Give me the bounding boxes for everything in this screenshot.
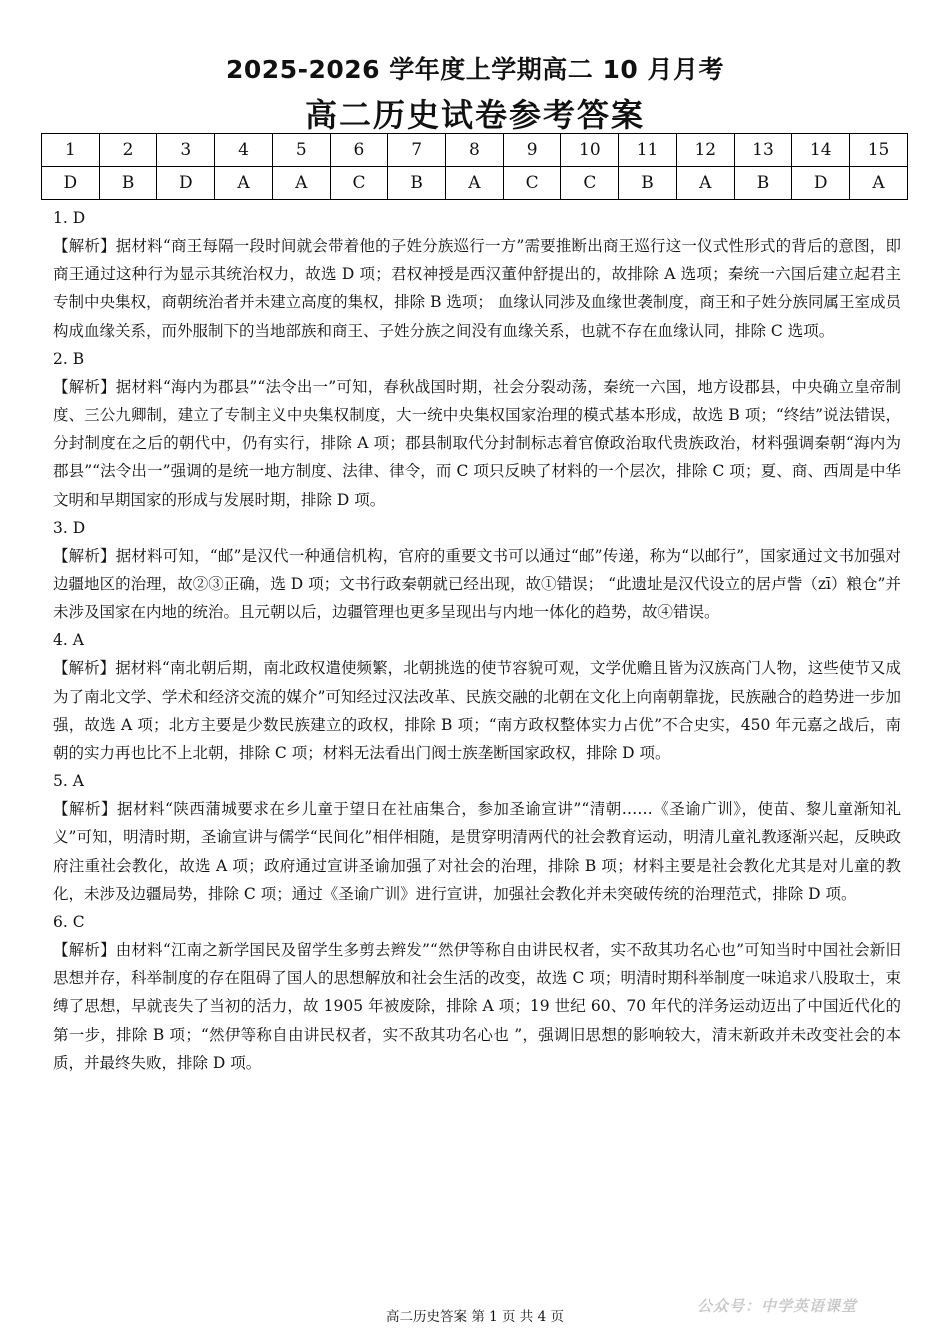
question-number-cell: 9: [503, 134, 561, 167]
question-number-cell: 3: [157, 134, 215, 167]
question-answer-label: 6. C: [53, 913, 85, 932]
explanation-text: 【解析】据材料“海内为郡县”“法令出一”可知，春秋战国时期，社会分裂动荡，秦统一六国，地方设郡县，中央确立皇帝制度、三公九卿制，建立了专制主义中央集权制度，大一统中央集权国家治理的模式基本形成，故选 B 项；“终结”说法错误，分封制度在之后的朝代中，仍有实行，排除 A 项；郡县制取代分封制标志着官僚政治取代贵族政治，材料强调秦朝“海内为郡县”“法令出一”强调的是统一地方制度、法律、律令，而 C 项只反映了材料的一个层次，排除 C 项；夏、商、西周是中华文明和早期国家的形成与发展时期，排除 D 项。: [53, 377, 901, 509]
answer-cell: C: [561, 167, 619, 200]
answer-cell: B: [99, 167, 157, 200]
watermark: 公众号：中学英语课堂: [697, 1297, 858, 1315]
answer-cell: A: [676, 167, 734, 200]
question-number-cell: 15: [850, 134, 908, 167]
explanation-text: 【解析】据材料“陕西蒲城要求在乡儿童于望日在社庙集合，参加圣谕宣讲”“清朝……《圣谕广训》，使苗、黎儿童渐知礼义”可知，明清时期，圣谕宣讲与儒学“民间化”相伴相随，是贯穿明清两代的社会教育运动，明清儿童礼教逐渐兴起，反映政府注重社会教化，故选 A 项；政府通过宣讲圣谕加强了对社会的治理，排除 B 项；材料主要是社会教化尤其是对儿童的教化，未涉及边疆局势，排除 C 项；通过《圣谕广训》进行宣讲，加强社会教化并未突破传统的治理范式，排除 D 项。: [53, 800, 901, 903]
explanation-text: 【解析】据材料可知，“邮”是汉代一种通信机构，官府的重要文书可以通过“邮”传递，称为“以邮行”，国家通过文书加强对边疆地区的治理，故②③正确，选 D 项；文书行政秦朝就已经出现，故①错误； “此遗址是汉代设立的居卢訾（zī）粮仓”并未涉及国家在内地的统治。且元朝以后，边疆管理也更多呈现出与内地一体化的趋势，故④错误。: [53, 546, 901, 622]
answer-cell: B: [388, 167, 446, 200]
answer-cell: A: [850, 167, 908, 200]
explanation-item: [53, 767, 901, 908]
question-number-cell: 11: [619, 134, 677, 167]
answer-cell: A: [272, 167, 330, 200]
question-answer-label: 5. A: [53, 772, 84, 791]
page-footer: 高二历史答案 第 1 页 共 4 页: [386, 1309, 564, 1325]
question-answer-label: 4. A: [53, 631, 84, 650]
question-answer-label: 2. B: [53, 349, 85, 368]
explanations: [53, 204, 901, 1077]
question-number-cell: 10: [561, 134, 619, 167]
answer-cell: D: [792, 167, 850, 200]
question-number-cell: 14: [792, 134, 850, 167]
answer-table: [41, 133, 908, 200]
explanation-text: 【解析】据材料“南北朝后期，南北政权遣使频繁，北朝挑选的使节容貌可观，文学优赡且皆为汉族高门人物，这些使节又成为了南北文学、学术和经济交流的媒介”可知经过汉法改革、民族交融的北朝在文化上向南朝靠拢，民族融合的趋势进一步加强，故选 A 项；北方主要是少数民族建立的政权，排除 B 项；“南方政权整体实力占优”不合史实，450 年元嘉之战后，南朝的实力再也比不上北朝，排除 C 项；材料无法看出门阀士族垄断国家政权，排除 D 项。: [53, 659, 901, 763]
explanation-item: [53, 345, 901, 514]
question-number-cell: 12: [676, 134, 734, 167]
answer-cell: B: [734, 167, 792, 200]
answer-cell: B: [619, 167, 677, 200]
answer-cell: D: [157, 167, 215, 200]
question-number-cell: 1: [42, 134, 100, 167]
question-number-cell: 2: [99, 134, 157, 167]
question-number-cell: 7: [388, 134, 446, 167]
answer-cell: C: [330, 167, 388, 200]
explanation-item: [53, 908, 901, 1077]
answer-row: [42, 167, 908, 200]
explanation-item: [53, 514, 901, 627]
explanation-item: [53, 204, 901, 345]
question-number-row: [42, 134, 908, 167]
question-number-cell: 4: [215, 134, 273, 167]
explanation-text: 【解析】据材料“商王每隔一段时间就会带着他的子姓分族巡行一方”需要推断出商王巡行这一仪式性形式的背后的意图，即商王通过这种行为显示其统治权力，故选 D 项；君权神授是西汉董仲舒提出的，故排除 A 选项；秦统一六国后建立起君主专制中央集权，商朝统治者并未建立高度的集权，排除 B 选项； 血缘认同涉及血缘世袭制度，商王和子姓分族同属王室成员构成血缘关系，而外服制下的当地部族和商王、子姓分族之间没有血缘关系，也就不存在血缘认同，排除 C 选项。: [53, 237, 901, 340]
question-number-cell: 6: [330, 134, 388, 167]
question-answer-label: 1. D: [53, 209, 86, 227]
exam-title: 2025-2026 学年度上学期高二 10 月月考: [226, 55, 724, 84]
answer-key-title: 高二历史试卷参考答案: [304, 96, 645, 134]
answer-cell: C: [503, 167, 561, 200]
answer-cell: A: [446, 167, 504, 200]
explanation-item: [53, 626, 901, 767]
question-number-cell: 8: [446, 134, 504, 167]
question-number-cell: 13: [734, 134, 792, 167]
question-number-cell: 5: [272, 134, 330, 167]
explanation-text: 【解析】由材料“江南之新学国民及留学生多剪去辫发”“然伊等称自由讲民权者，实不敌其功名心也”可知当时中国社会新旧思想并存，科举制度的存在阻碍了国人的思想解放和社会生活的改变，故选 C 项；明清时期科举制度一味追求八股取士，束缚了思想，早就丧失了当初的活力，故 1905 年被废除，排除 A 项；19 世纪 60、70 年代的洋务运动迈出了中国近代化的第一步，排除 B 项；“然伊等称自由讲民权者，实不敌其功名心也 ”，强调旧思想的影响较大，清末新政并未改变社会的本质，并最终失败，排除 D 项。: [53, 941, 901, 1072]
question-answer-label: 3. D: [53, 518, 86, 537]
answer-cell: A: [215, 167, 273, 200]
answer-cell: D: [42, 167, 100, 200]
